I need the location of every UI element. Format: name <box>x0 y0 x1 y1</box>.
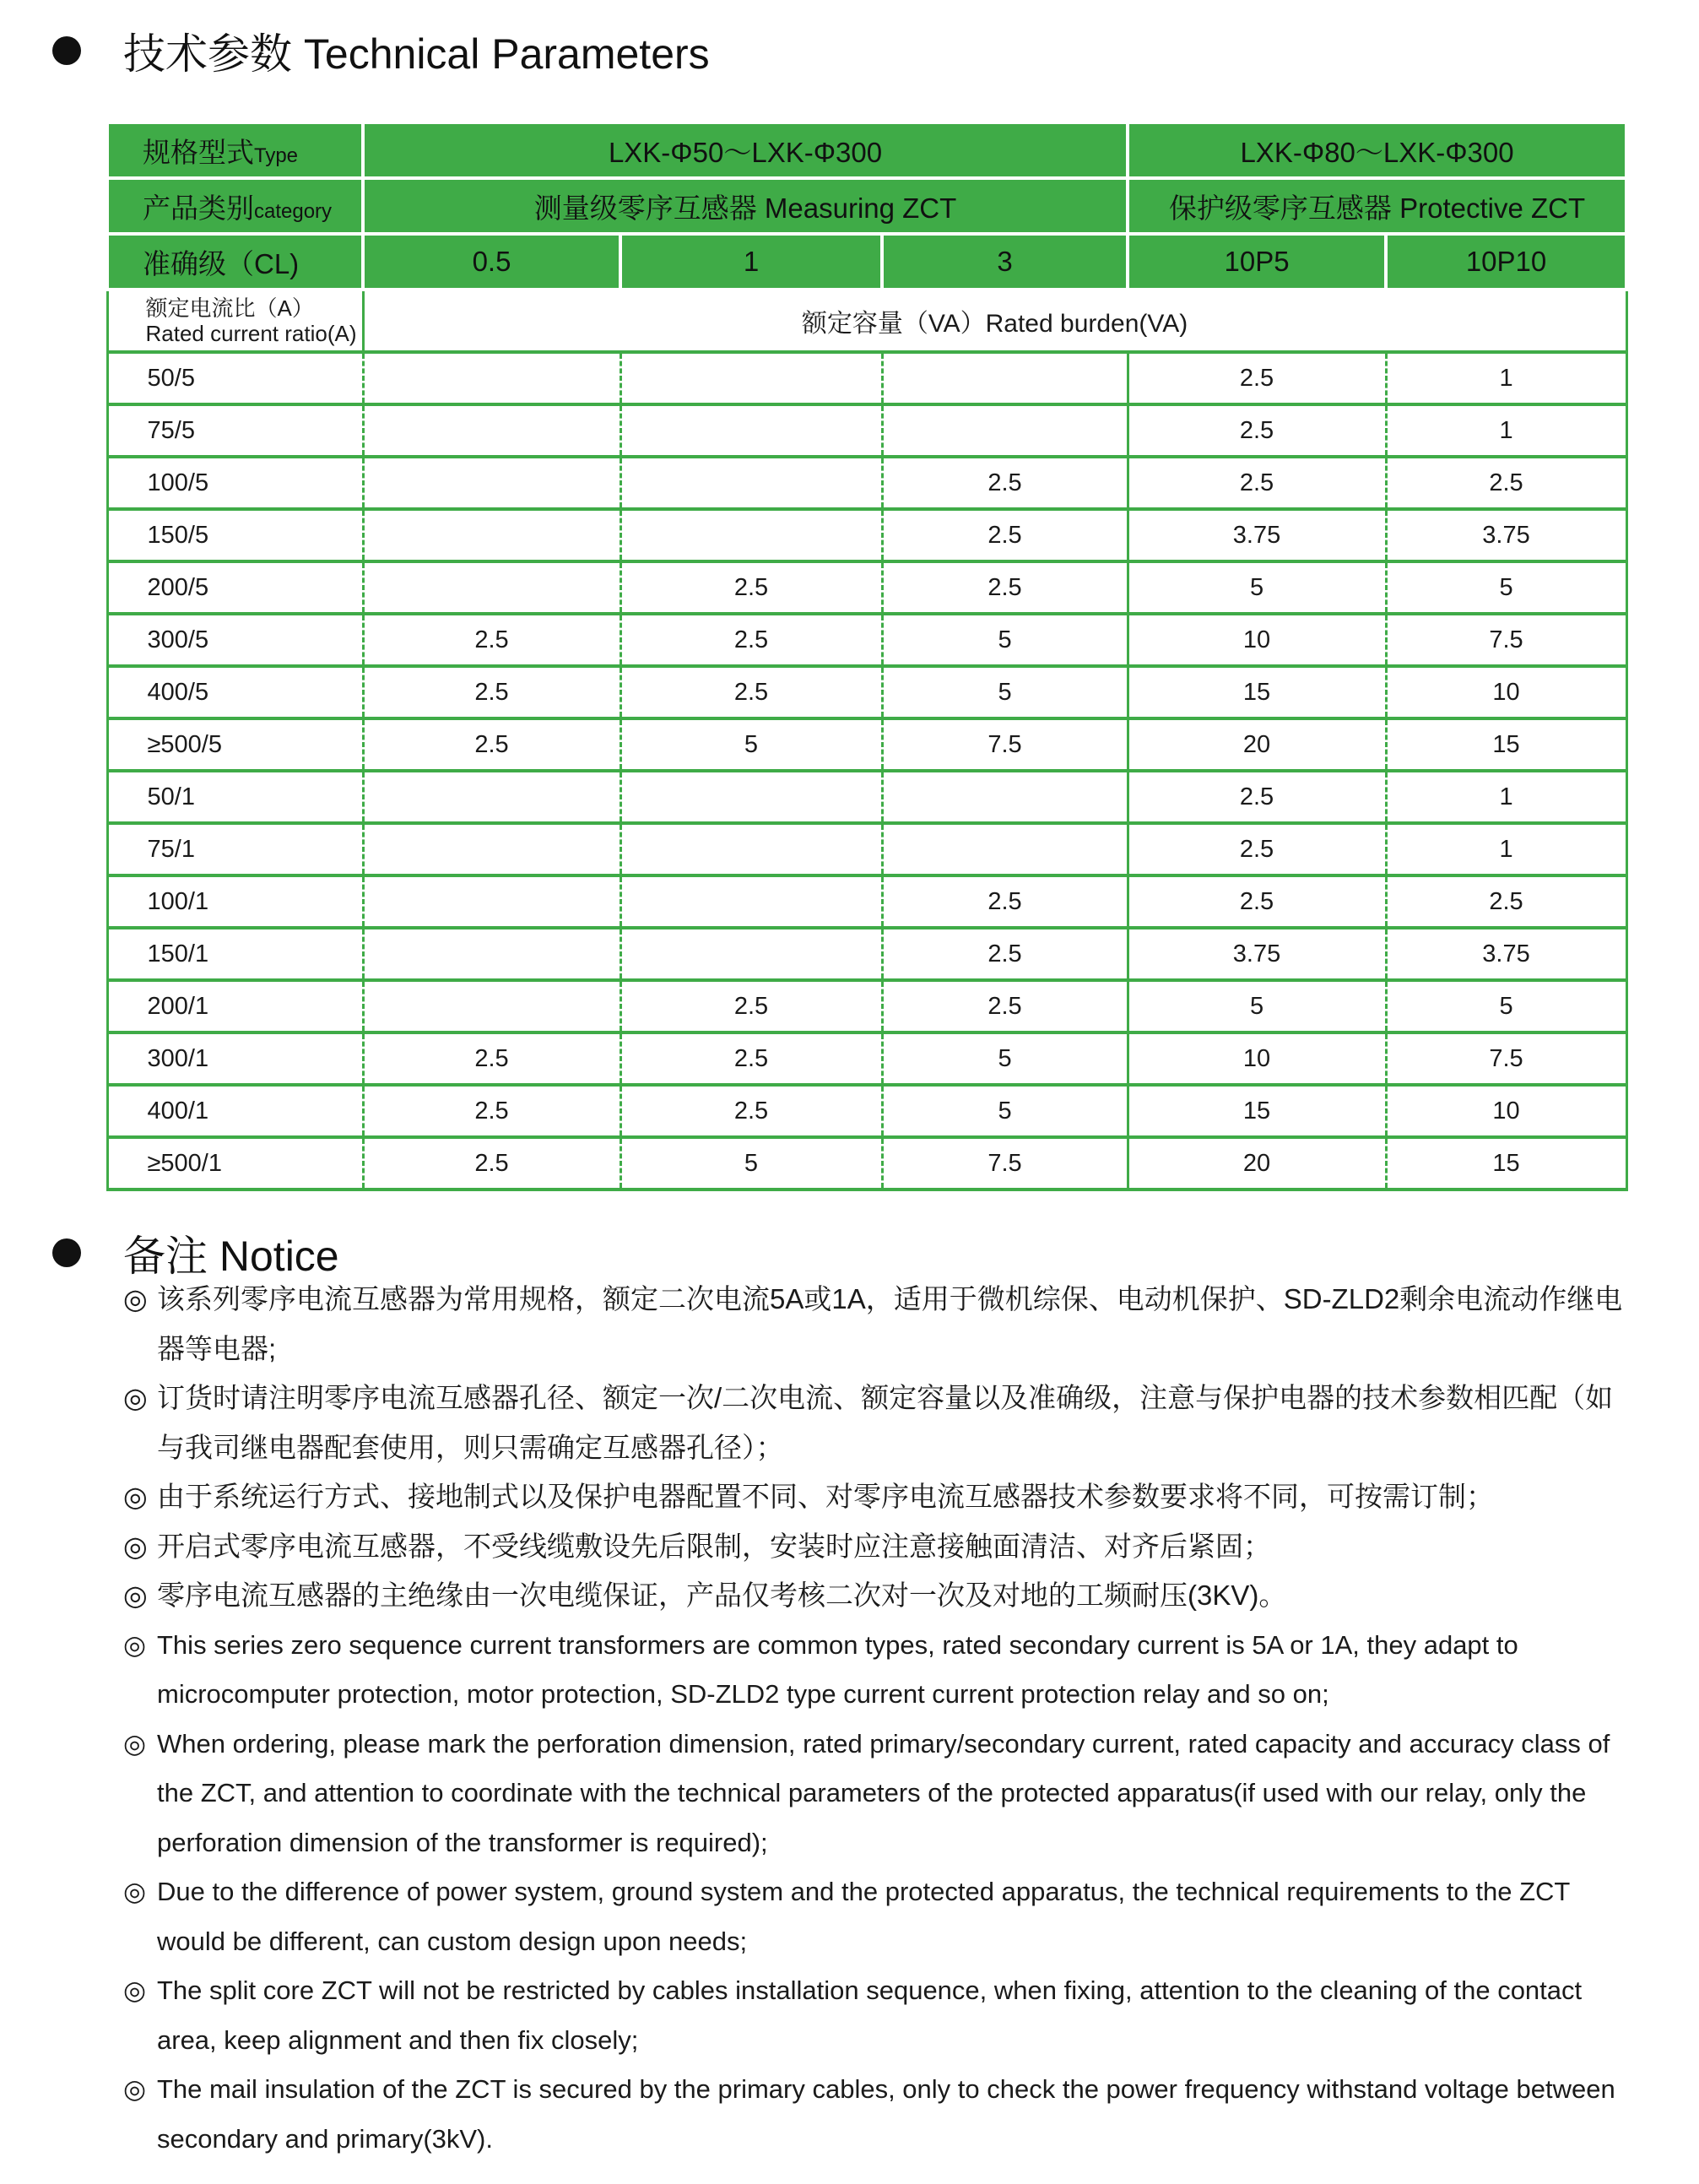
burden-cell <box>363 457 620 509</box>
notice-text: 开启式零序电流互感器，不受线缆敷设先后限制，安装时应注意接触面清洁、对齐后紧固； <box>157 1530 1271 1562</box>
notice-text: When ordering, please mark the perforation dimension, rated primary/secondary current, rated capacity and accuracy class of the ZCT, and attention to coordinate with the technical parameters of the protected apparatus(if used with our relay, only the perforation dimension of the transformer is required); <box>157 1728 1610 1857</box>
notice-item <box>123 1720 1626 1868</box>
burden-cell: 2.5 <box>1386 875 1626 928</box>
burden-cell: 7.5 <box>1386 614 1626 666</box>
burden-cell: 10 <box>1386 666 1626 718</box>
burden-cell: 2.5 <box>882 509 1128 561</box>
burden-cell <box>620 771 882 823</box>
burden-cell: 2.5 <box>882 561 1128 614</box>
burden-cell: 2.5 <box>882 980 1128 1032</box>
burden-cell: 3.75 <box>1128 509 1386 561</box>
burden-cell: 3.75 <box>1128 928 1386 980</box>
burden-cell <box>882 352 1128 404</box>
table-row <box>107 980 1626 1032</box>
burden-cell: 5 <box>882 614 1128 666</box>
table-row <box>107 404 1626 457</box>
notice-item <box>123 1621 1626 1720</box>
notice-text: 该系列零序电流互感器为常用规格，额定二次电流5A或1A，适用于微机综保、电动机保护、SD-ZLD2剩余电流动作继电器等电器; <box>157 1283 1623 1364</box>
section-title: 技术参数 Technical Parameters <box>123 30 710 78</box>
table-row <box>107 823 1626 875</box>
table-row <box>107 1032 1626 1085</box>
ratio-cell: 300/5 <box>107 614 363 666</box>
burden-cell: 5 <box>1386 561 1626 614</box>
burden-cell: 2.5 <box>363 666 620 718</box>
section-title: 备注 Notice <box>123 1233 339 1280</box>
ratio-cell: 50/5 <box>107 352 363 404</box>
table-row <box>107 928 1626 980</box>
burden-cell: 7.5 <box>882 1137 1128 1190</box>
table-row <box>107 666 1626 718</box>
ratio-cell: 400/5 <box>107 666 363 718</box>
ratio-cell: 400/1 <box>107 1085 363 1137</box>
notice-text: 零序电流互感器的主绝缘由一次电缆保证，产品仅考核二次对一次及对地的工频耐压(3KV)。 <box>157 1580 1287 1611</box>
type-label: 规格型式Type <box>107 122 363 178</box>
notice-item <box>123 1966 1626 2065</box>
double-circle-icon: ◎ <box>123 2074 147 2104</box>
ratio-label: 额定电流比（A） Rated current ratio(A) <box>107 290 363 352</box>
burden-cell <box>620 823 882 875</box>
burden-cell: 20 <box>1128 1137 1386 1190</box>
burden-cell <box>363 352 620 404</box>
burden-cell <box>620 404 882 457</box>
burden-cell: 2.5 <box>1128 771 1386 823</box>
class-cell: 10P5 <box>1128 234 1386 290</box>
parameters-table <box>106 121 1625 1191</box>
burden-cell <box>363 561 620 614</box>
burden-cell: 15 <box>1128 1085 1386 1137</box>
burden-cell: 2.5 <box>620 1085 882 1137</box>
class-cell: 3 <box>882 234 1128 290</box>
burden-cell: 7.5 <box>1386 1032 1626 1085</box>
ratio-cell: 150/5 <box>107 509 363 561</box>
double-circle-icon: ◎ <box>123 1629 147 1660</box>
burden-cell: 2.5 <box>1128 823 1386 875</box>
class-cell: 1 <box>620 234 882 290</box>
ratio-cell: 150/1 <box>107 928 363 980</box>
burden-cell: 2.5 <box>882 875 1128 928</box>
table-row <box>107 1085 1626 1137</box>
table-row <box>107 1137 1626 1190</box>
burden-cell: 2.5 <box>363 718 620 771</box>
accuracy-class-row <box>107 234 1626 290</box>
category-value-protective: 保护级零序互感器 Protective ZCT <box>1128 178 1626 234</box>
notice-item <box>123 1374 1626 1472</box>
burden-cell: 5 <box>882 1085 1128 1137</box>
burden-cell: 1 <box>1386 352 1626 404</box>
type-row <box>107 122 1626 178</box>
burden-cell: 5 <box>882 666 1128 718</box>
double-circle-icon: ◎ <box>123 1283 148 1314</box>
table-row <box>107 875 1626 928</box>
burden-cell <box>363 509 620 561</box>
ratio-cell: 200/1 <box>107 980 363 1032</box>
burden-cell: 2.5 <box>1386 457 1626 509</box>
category-label: 产品类别category <box>107 178 363 234</box>
table-row <box>107 771 1626 823</box>
burden-cell: 1 <box>1386 404 1626 457</box>
burden-cell: 7.5 <box>882 718 1128 771</box>
burden-cell: 2.5 <box>620 666 882 718</box>
burden-cell: 2.5 <box>620 1032 882 1085</box>
double-circle-icon: ◎ <box>123 1728 147 1759</box>
burden-cell: 2.5 <box>882 457 1128 509</box>
ratio-cell: 300/1 <box>107 1032 363 1085</box>
burden-cell <box>363 875 620 928</box>
burden-cell: 3.75 <box>1386 509 1626 561</box>
burden-cell: 15 <box>1386 718 1626 771</box>
table-row <box>107 561 1626 614</box>
type-value-protective: LXK-Φ80～LXK-Φ300 <box>1128 122 1626 178</box>
notice-text: 由于系统运行方式、接地制式以及保护电器配置不同、对零序电流互感器技术参数要求将不同，可按需订制； <box>157 1481 1494 1512</box>
bullet-dot-icon <box>52 36 81 65</box>
ratio-cell: 100/1 <box>107 875 363 928</box>
double-circle-icon: ◎ <box>123 1481 148 1512</box>
rated-burden-label: 额定容量（VA）Rated burden(VA) <box>363 290 1626 352</box>
burden-cell <box>620 928 882 980</box>
ratio-cell: 75/5 <box>107 404 363 457</box>
burden-cell <box>363 980 620 1032</box>
bullet-dot-icon <box>52 1238 81 1267</box>
burden-cell: 5 <box>620 718 882 771</box>
ratio-cell: 200/5 <box>107 561 363 614</box>
burden-cell: 5 <box>882 1032 1128 1085</box>
type-value-measuring: LXK-Φ50～LXK-Φ300 <box>363 122 1128 178</box>
burden-cell <box>363 928 620 980</box>
table-row <box>107 718 1626 771</box>
burden-cell <box>882 771 1128 823</box>
double-circle-icon: ◎ <box>123 1530 148 1562</box>
notice-text: The mail insulation of the ZCT is secured by the primary cables, only to check the power frequency withstand voltage between secondary and primary(3kV). <box>157 2074 1615 2154</box>
burden-cell <box>363 404 620 457</box>
burden-cell: 10 <box>1128 1032 1386 1085</box>
notice-text: Due to the difference of power system, ground system and the protected apparatus, the technical requirements to the ZCT would be different, can custom design upon needs; <box>157 1877 1570 1956</box>
category-row <box>107 178 1626 234</box>
burden-cell: 5 <box>620 1137 882 1190</box>
burden-cell: 10 <box>1386 1085 1626 1137</box>
burden-cell: 2.5 <box>1128 457 1386 509</box>
burden-cell: 2.5 <box>363 614 620 666</box>
burden-cell: 2.5 <box>1128 875 1386 928</box>
burden-cell: 2.5 <box>363 1032 620 1085</box>
ratio-cell: 75/1 <box>107 823 363 875</box>
burden-cell: 15 <box>1386 1137 1626 1190</box>
notice-item <box>123 1571 1626 1621</box>
burden-cell: 2.5 <box>363 1085 620 1137</box>
notice-item <box>123 1867 1626 1966</box>
burden-cell: 3.75 <box>1386 928 1626 980</box>
burden-cell: 15 <box>1128 666 1386 718</box>
notice-item <box>123 1275 1626 1374</box>
notice-text: This series zero sequence current transformers are common types, rated secondary current is 5A or 1A, they adapt to microcomputer protection, motor protection, SD-ZLD2 type current current protection relay and so on; <box>157 1629 1518 1709</box>
class-cell: 10P10 <box>1386 234 1626 290</box>
double-circle-icon: ◎ <box>123 1975 147 2005</box>
burden-cell <box>620 352 882 404</box>
burden-cell <box>620 875 882 928</box>
class-cell: 0.5 <box>363 234 620 290</box>
burden-cell: 1 <box>1386 823 1626 875</box>
burden-cell: 5 <box>1128 561 1386 614</box>
ratio-cell: 100/5 <box>107 457 363 509</box>
burden-cell <box>620 457 882 509</box>
burden-cell: 1 <box>1386 771 1626 823</box>
notice-item <box>123 2065 1626 2164</box>
double-circle-icon: ◎ <box>123 1877 147 1906</box>
burden-cell: 2.5 <box>1128 352 1386 404</box>
burden-cell <box>882 823 1128 875</box>
section-header-technical-parameters <box>52 20 710 81</box>
table-row <box>107 614 1626 666</box>
burden-cell: 2.5 <box>882 928 1128 980</box>
burden-cell <box>882 404 1128 457</box>
accuracy-class-label: 准确级（CL) <box>107 234 363 290</box>
burden-cell: 2.5 <box>363 1137 620 1190</box>
burden-cell: 2.5 <box>620 614 882 666</box>
burden-cell: 20 <box>1128 718 1386 771</box>
notice-list <box>123 1275 1626 2164</box>
burden-cell <box>363 771 620 823</box>
notice-item <box>123 1522 1626 1572</box>
category-value-measuring: 测量级零序互感器 Measuring ZCT <box>363 178 1128 234</box>
double-circle-icon: ◎ <box>123 1382 148 1413</box>
ratio-cell: 50/1 <box>107 771 363 823</box>
ratio-header-row <box>107 290 1626 352</box>
burden-cell: 5 <box>1386 980 1626 1032</box>
notice-text: 订货时请注明零序电流互感器孔径、额定一次/二次电流、额定容量以及准确级，注意与保护电器的技术参数相匹配（如与我司继电器配套使用，则只需确定互感器孔径）； <box>157 1382 1614 1463</box>
table-row <box>107 509 1626 561</box>
burden-cell: 2.5 <box>1128 404 1386 457</box>
table-row <box>107 352 1626 404</box>
burden-cell <box>363 823 620 875</box>
burden-cell <box>620 509 882 561</box>
burden-cell: 2.5 <box>620 561 882 614</box>
burden-cell: 5 <box>1128 980 1386 1032</box>
double-circle-icon: ◎ <box>123 1580 148 1611</box>
ratio-cell: ≥500/5 <box>107 718 363 771</box>
burden-cell: 10 <box>1128 614 1386 666</box>
ratio-cell: ≥500/1 <box>107 1137 363 1190</box>
notice-text: The split core ZCT will not be restricted by cables installation sequence, when fixing, attention to the cleaning of the contact area, keep alignment and then fix closely; <box>157 1975 1583 2055</box>
notice-item <box>123 1472 1626 1522</box>
burden-cell: 2.5 <box>620 980 882 1032</box>
table-row <box>107 457 1626 509</box>
